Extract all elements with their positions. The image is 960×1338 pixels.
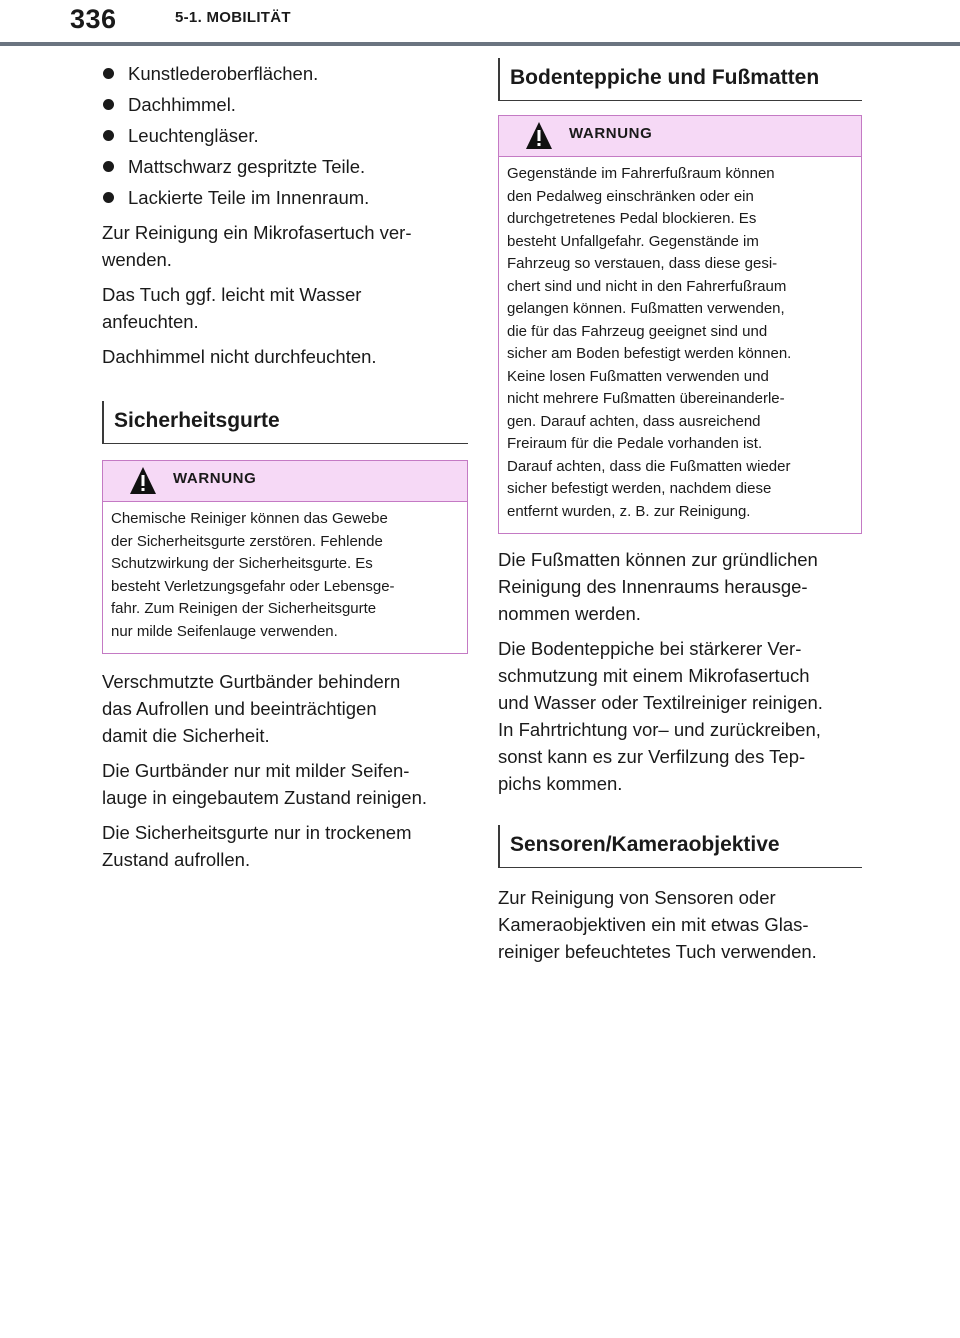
bullet-icon — [103, 68, 114, 79]
body-paragraph: Die Fußmatten können zur gründlichen Reinigung des Innenraums herausge- nommen werden. — [498, 549, 818, 624]
header-rule — [0, 42, 960, 46]
list-item: Kunstlederoberflächen. — [102, 58, 468, 89]
warning-header — [103, 461, 467, 502]
bullet-list — [102, 58, 468, 213]
bullet-icon — [103, 99, 114, 110]
list-item: Leuchtengläser. — [102, 120, 468, 151]
body-paragraph: Das Tuch ggf. leicht mit Wasser anfeuchten. — [102, 284, 362, 332]
section-heading-sensoren: Sensoren/Kameraobjektive — [498, 825, 862, 868]
body-paragraph: Die Gurtbänder nur mit milder Seifen- lauge in eingebautem Zustand reinigen. — [102, 760, 428, 808]
left-column — [102, 58, 468, 881]
warning-box — [498, 115, 862, 534]
body-paragraph: Verschmutzte Gurtbänder behindern das Aufrollen und beeinträchtigen damit die Sicherheit. — [102, 671, 401, 746]
page-header — [0, 0, 960, 46]
list-item: Dachhimmel. — [102, 89, 468, 120]
bullet-icon — [103, 192, 114, 203]
bullet-icon — [103, 130, 114, 141]
section-heading-sicherheitsgurte: Sicherheitsgurte — [102, 401, 468, 444]
warning-box — [102, 460, 468, 654]
body-paragraph: Zur Reinigung von Sensoren oder Kameraobjektiven ein mit etwas Glas- reiniger befeuchtetes Tuch verwenden. — [498, 887, 817, 962]
warning-header — [499, 116, 861, 157]
bullet-icon — [103, 161, 114, 172]
section-heading-bodenteppiche: Bodenteppiche und Fußmatten — [498, 58, 862, 101]
page-number: 336 — [70, 4, 117, 34]
list-item: Lackierte Teile im Innenraum. — [102, 182, 468, 213]
body-paragraph: Die Sicherheitsgurte nur in trockenem Zustand aufrollen. — [102, 822, 412, 870]
right-column — [498, 58, 862, 973]
warning-text: Chemische Reiniger können das Gewebe der Sicherheitsgurte zerstören. Fehlende Schutzwirkung der Sicherheitsgurte. Es besteht Verletzungsgefahr oder Lebensge- fahr. Zum Reinigen der Sicherheitsgurte nur milde Seifenlauge verwenden. — [111, 510, 395, 640]
list-item: Mattschwarz gespritzte Teile. — [102, 151, 468, 182]
warning-triangle-icon — [525, 121, 553, 151]
warning-title: WARNUNG — [173, 470, 257, 487]
body-paragraph: Dachhimmel nicht durchfeuchten. — [102, 346, 377, 367]
warning-text: Gegenstände im Fahrerfußraum können den Pedalweg einschränken oder ein durchgetretenes Pedal blockieren. Es besteht Unfallgefahr. Gegenstände im Fahrzeug so verstauen, dass diese gesi- chert sind und nicht in den Fahrerfußraum gelangen können. Fußmatten verwenden, die für das Fahrzeug geeignet sind und sicher am Boden befestigt werden können. Keine losen Fußmatten verwenden und nicht mehrere Fußmatten übereinanderle- gen. Darauf achten, dass ausreichend Freiraum für die Pedale vorhanden ist. Darauf achten, dass die Fußmatten wieder sicher befestigt werden, nachdem diese entfernt wurden, z. B. zur Reinigung. — [507, 165, 792, 520]
chapter-title: 5-1. MOBILITÄT — [175, 9, 291, 26]
warning-triangle-icon — [129, 466, 157, 496]
warning-title: WARNUNG — [569, 125, 653, 142]
body-paragraph: Zur Reinigung ein Mikrofasertuch ver- wenden. — [102, 222, 412, 270]
body-paragraph: Die Bodenteppiche bei stärkerer Ver- schmutzung mit einem Mikrofasertuch und Wasser oder Textilreiniger reinigen. In Fahrtrichtung vor– und zurückreiben, sonst kann es zur Verfilzung des Tep- pichs kommen. — [498, 638, 823, 794]
